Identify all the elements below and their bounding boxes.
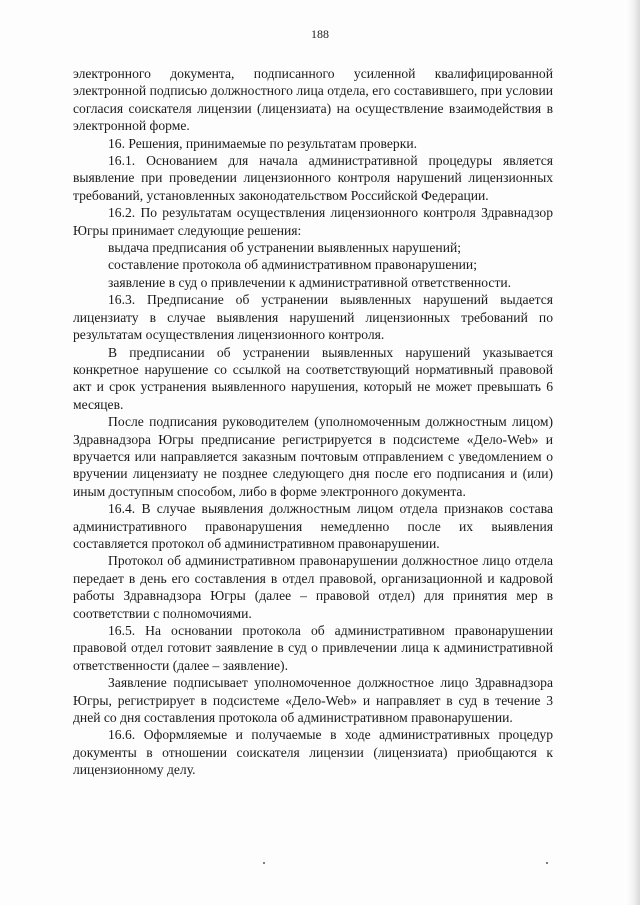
paragraph-statement-signing: Заявление подписывает уполномоченное должностное лицо Здравнадзора Югры, регистрирует в подсистеме «Дело-Web» и направляет в суд в течение 3 дней со дня составления протокола об административном правонарушении. bbox=[73, 675, 553, 726]
decision-list-item: заявление в суд о привлечении к административной ответственности. bbox=[108, 274, 512, 290]
decision-list-item: составление протокола об административном правонарушении; bbox=[108, 257, 477, 273]
document-body bbox=[73, 65, 553, 779]
paragraph-prescription-content: В предписании об устранении выявленных нарушений указывается конкретное нарушение со ссылкой на соответствующий нормативный правовой акт и срок устранения выявленного нарушения, который не может превышать 6 месяцев. bbox=[73, 344, 553, 412]
page-edge-shadow bbox=[626, 0, 640, 905]
scan-speck bbox=[546, 862, 548, 864]
paragraph-prescription-registration: После подписания руководителем (уполномоченным должностным лицом) Здравнадзора Югры предписание регистрируется в подсистеме «Дело-Web» и вручается или направляется заказным почтовым отправлением с уведомлением о вручении лицензиату не позднее следующего дня после его подписания и (или) иным доступным способом, либо в форме электронного документа. bbox=[73, 414, 553, 499]
decision-list-item: выдача предписания об устранении выявленных нарушений; bbox=[108, 240, 462, 256]
paragraph-continuation: электронного документа, подписанного усиленной квалифицированной электронной подписью должностного лица отдела, его составившего, при условии согласия соискателя лицензии (лицензиата) на осуществление взаимодействия в электронной форме. bbox=[73, 66, 553, 134]
paragraph-16-5: 16.5. На основании протокола об административном правонарушении правовой отдел готовит заявление в суд о привлечении лица к административной ответственности (далее – заявление). bbox=[73, 623, 553, 673]
scan-speck bbox=[263, 862, 265, 864]
section-16-heading: 16. Решения, принимаемые по результатам проверки. bbox=[108, 135, 418, 151]
paragraph-16-6: 16.6. Оформляемые и получаемые в ходе административных процедур документы в отношении соискателя лицензии (лицензиата) приобщаются к лицензионному делу. bbox=[73, 727, 553, 778]
page-number: 188 bbox=[311, 27, 329, 41]
paragraph-16-3: 16.3. Предписание об устранении выявленных нарушений выдается лицензиату в случае выявления нарушений лицензионных требований по результатам осуществления лицензионного контроля. bbox=[73, 292, 553, 343]
paragraph-protocol-transfer: Протокол об административном правонарушении должностное лицо отдела передает в день его составления в отдел правовой, организационной и кадровой работы Здравнадзора Югры (далее – правовой отдел) для принятия мер в соответствии с полномочиями. bbox=[73, 553, 553, 621]
paragraph-16-1: 16.1. Основанием для начала административной процедуры является выявление при проведении лицензионного контроля нарушений лицензионных требований, установленных законодательством Российской Федерации. bbox=[73, 153, 553, 203]
paragraph-16-2: 16.2. По результатам осуществления лицензионного контроля Здравнадзор Югры принимает следующие решения: bbox=[73, 205, 553, 238]
paragraph-16-4: 16.4. В случае выявления должностным лицом отдела признаков состава административного правонарушения немедленно после их выявления составляется протокол об административном правонарушении. bbox=[73, 501, 553, 551]
